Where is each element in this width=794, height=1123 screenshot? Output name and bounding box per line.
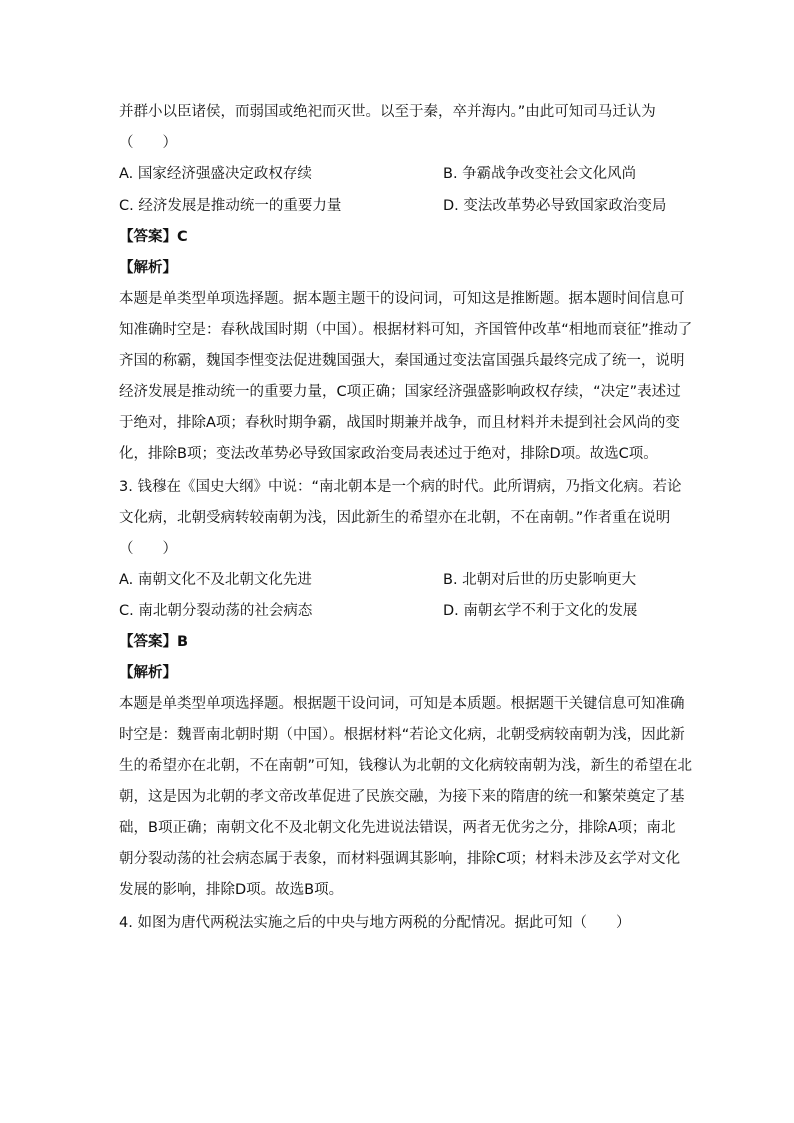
q2-analysis-line: 化，排除B项；变法改革势必导致国家政治变局表述过于绝对，排除D项。故选C项。 xyxy=(119,446,658,462)
q3-analysis-line: 朝，这是因为北朝的孝文帝改革促进了民族交融，为接下来的隋唐的统一和繁荣奠定了基 xyxy=(119,789,685,805)
q3-analysis-line: 发展的影响，排除D项。故选B项。 xyxy=(119,882,344,898)
q3-analysis-line: 本题是单类型单项选择题。根据题干设问词，可知是本质题。根据题干关键信息可知准确 xyxy=(119,696,685,712)
q2-analysis-line: 知准确时空是：春秋战国时期（中国）。根据材料可知，齐国管仲改革“相地而衰征”推动了 xyxy=(119,322,693,338)
q3-option-a: A. 南朝文化不及北朝文化先进 xyxy=(119,572,312,588)
q3-option-b: B. 北朝对后世的历史影响更大 xyxy=(443,572,637,588)
q2-analysis-line: 于绝对，排除A项；春秋时期争霸，战国时期兼并战争，而且材料并未提到社会风尚的变 xyxy=(119,415,680,431)
q2-analysis-line: 经济发展是推动统一的重要力量，C项正确；国家经济强盛影响政权存续，“决定”表述过 xyxy=(119,384,681,400)
q3-analysis-line: 时空是：魏晋南北朝时期（中国）。根据材料“若论文化病，北朝受病较南朝为浅，因此新 xyxy=(119,727,685,743)
q3-option-d: D. 南朝玄学不利于文化的发展 xyxy=(443,603,638,619)
q2-option-c: C. 经济发展是推动统一的重要力量 xyxy=(119,198,342,214)
q3-analysis-line: 础，B项正确；南朝文化不及北朝文化先进说法错误，两者无优劣之分，排除A项；南北 xyxy=(119,820,676,836)
q3-answer: 【答案】B xyxy=(119,634,189,650)
q2-answer: 【答案】C xyxy=(119,229,188,245)
q2-analysis-line: 本题是单类型单项选择题。据本题主题干的设问词，可知这是推断题。据本题时间信息可 xyxy=(119,291,685,307)
q2-analysis-label: 【解析】 xyxy=(119,260,177,276)
q3-answer-paren: （ ） xyxy=(119,541,177,557)
q2-answer-paren: （ ） xyxy=(119,135,177,151)
q4-stem: 4. 如图为唐代两税法实施之后的中央与地方两税的分配情况。据此可知（ ） xyxy=(119,915,631,931)
q2-analysis-line: 齐国的称霸，魏国李悝变法促进魏国强大，秦国通过变法富国强兵最终完成了统一，说明 xyxy=(119,353,685,369)
q2-option-d: D. 变法改革势必导致国家政治变局 xyxy=(443,198,667,214)
q2-stem-tail: 并群小以臣诸侯，而弱国或绝祀而灭世。以至于秦，卒并海内。”由此可知司马迁认为 xyxy=(119,104,656,120)
q2-option-a: A. 国家经济强盛决定政权存续 xyxy=(119,166,312,182)
q3-analysis-line: 生的希望亦在北朝，不在南朝”可知，钱穆认为北朝的文化病较南朝为浅，新生的希望在北 xyxy=(119,758,693,774)
q2-option-b: B. 争霸战争改变社会文化风尚 xyxy=(443,166,637,182)
q3-stem-line: 文化病，北朝受病转较南朝为浅，因此新生的希望亦在北朝，不在南朝。”作者重在说明 xyxy=(119,510,671,526)
q3-analysis-label: 【解析】 xyxy=(119,665,177,681)
q3-analysis-line: 朝分裂动荡的社会病态属于表象，而材料强调其影响，排除C项；材料未涉及玄学对文化 xyxy=(119,851,681,867)
q3-option-c: C. 南北朝分裂动荡的社会病态 xyxy=(119,603,313,619)
q3-stem-line: 3. 钱穆在《国史大纲》中说：“南北朝本是一个病的时代。此所谓病，乃指文化病。若论 xyxy=(119,479,682,495)
